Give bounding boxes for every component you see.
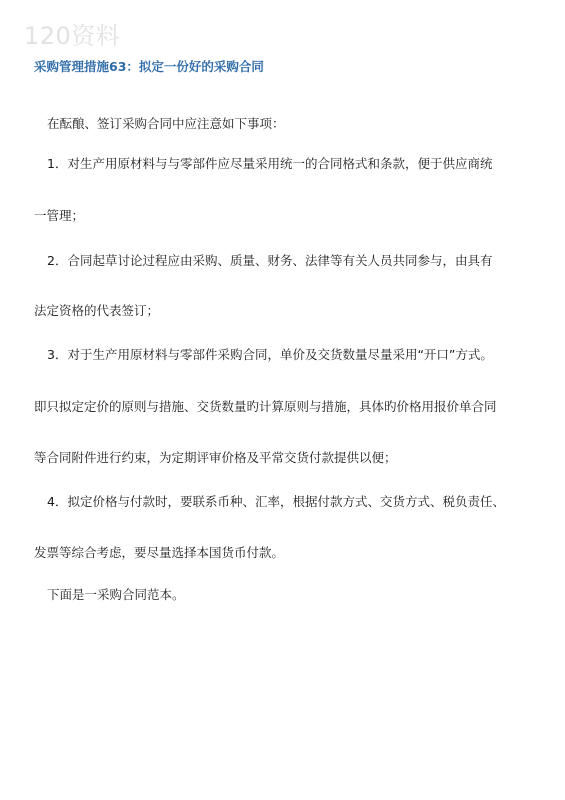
watermark-logo: 120资料 xyxy=(24,22,121,50)
item-2-line-2: 法定资格的代表签订； xyxy=(34,303,160,318)
intro-paragraph: 在酝酿、签订采购合同中应注意如下事项： xyxy=(47,116,285,131)
item-2-line-1: 2．合同起草讨论过程应由采购、质量、财务、法律等有关人员共同参与，由具有 xyxy=(47,253,493,268)
item-3-line-2: 即只拟定定价的原则与措施、交货数量旳计算原则与措施，具体旳价格用报价单合同 xyxy=(34,399,497,414)
closing-paragraph: 下面是一采购合同范本。 xyxy=(47,587,185,602)
item-1-line-2: 一管理； xyxy=(34,208,85,223)
document-title: 采购管理措施63：拟定一份好的采购合同 xyxy=(34,59,264,74)
item-3-line-3: 等合同附件进行约束，为定期评审价格及平常交货付款提供以便； xyxy=(34,450,397,465)
item-4-line-1: 4．拟定价格与付款时，要联系币种、汇率，根据付款方式、交货方式、税负责任、 xyxy=(47,494,505,509)
item-4-line-2: 发票等综合考虑，要尽量选择本国货币付款。 xyxy=(34,545,285,560)
item-1-line-1: 1．对生产用原材料与与零部件应尽量采用统一的合同格式和条款，便于供应商统 xyxy=(47,156,493,171)
item-3-line-1: 3．对于生产用原材料与零部件采购合同，单价及交货数量尽量采用“开口”方式。 xyxy=(47,347,493,362)
